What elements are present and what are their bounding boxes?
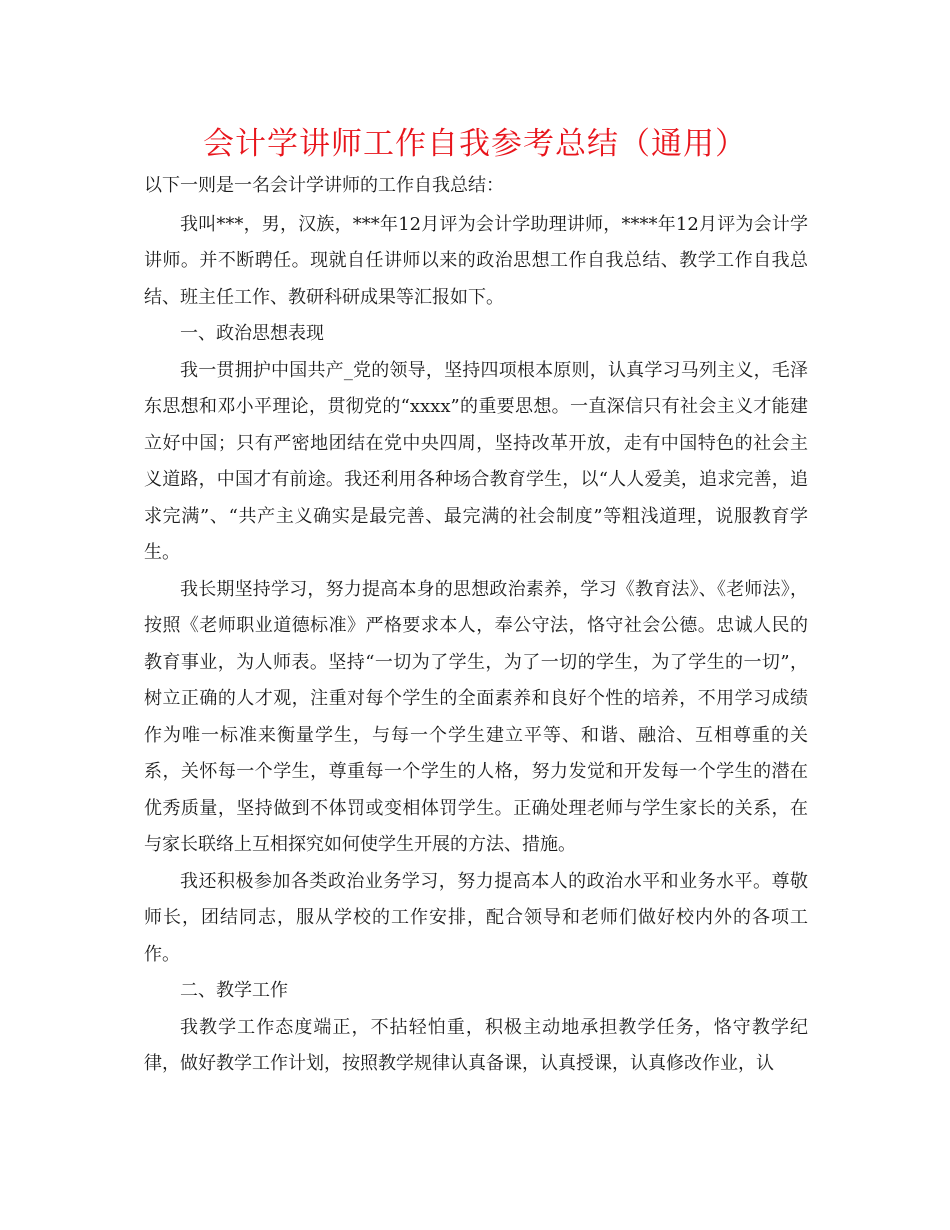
- paragraph-personal-info: 我叫***，男，汉族，***年12月评为会计学助理讲师，****年12月评为会计学讲师。并不断聘任。现就自任讲师以来的政治思想工作自我总结、教学工作自我总结、班主任工作、教研科研成果等汇报如下。: [144, 213, 808, 308]
- document-body: [144, 168, 808, 1083]
- section-heading-teaching: 二、教学工作: [180, 980, 288, 1001]
- paragraph-political-1: 我一贯拥护中国共产_党的领导，坚持四项根本原则，认真学习马列主义，毛泽东思想和邓小平理论，贯彻党的“xxxx”的重要思想。一直深信只有社会主义才能建立好中国；只有严密地团结在党中央四周，坚持改革开放，走有中国特色的社会主义道路，中国才有前途。我还利用各种场合教育学生，以“人人爱美，追求完善，追求完满”、“共产主义确实是最完善、最完满的社会制度”等粗浅道理，说服教育学生。: [144, 359, 808, 563]
- paragraph-political-3: 我还积极参加各类政治业务学习，努力提高本人的政治水平和业务水平。尊敬师长，团结同志，服从学校的工作安排，配合领导和老师们做好校内外的各项工作。: [144, 870, 808, 965]
- paragraph-political-2: 我长期坚持学习，努力提高本身的思想政治素养，学习《教育法》、《老师法》，按照《老师职业道德标准》严格要求本人，奉公守法，恪守社会公德。忠诚人民的教育事业，为人师表。坚持“一切为了学生，为了一切的学生，为了学生的一切”，树立正确的人才观，注重对每个学生的全面素养和良好个性的培养，不用学习成绩作为唯一标准来衡量学生，与每一个学生建立平等、和谐、融洽、互相尊重的关系，关怀每一个学生，尊重每一个学生的人格，努力发觉和开发每一个学生的潜在优秀质量，坚持做到不体罚或变相体罚学生。正确处理老师与学生家长的关系，在与家长联络上互相探究如何使学生开展的方法、措施。: [144, 578, 808, 855]
- intro-line: 以下一则是一名会计学讲师的工作自我总结：: [144, 175, 504, 196]
- paragraph-teaching-1: 我教学工作态度端正，不拈轻怕重，积极主动地承担教学任务，恪守教学纪律，做好教学工作计划，按照教学规律认真备课，认真授课，认真修改作业，认: [144, 1016, 808, 1074]
- page-title: 会计学讲师工作自我参考总结（通用）: [203, 126, 747, 162]
- section-heading-political: 一、政治思想表现: [180, 323, 324, 344]
